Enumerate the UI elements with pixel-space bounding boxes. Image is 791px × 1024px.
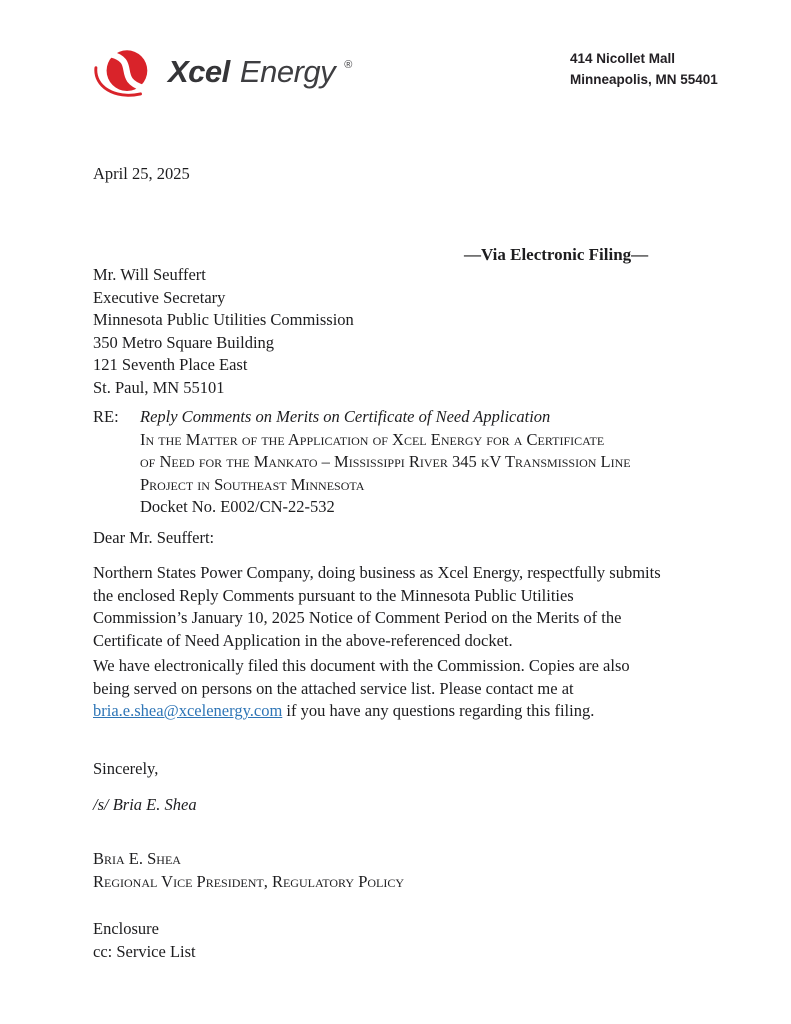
paragraph1-line4: Certificate of Need Application in the above-referenced docket. (93, 630, 513, 650)
logo-word-energy: Energy (239, 54, 336, 89)
xcel-energy-logo (93, 46, 352, 104)
signature-title: Regional Vice President, Regulatory Policy (93, 871, 405, 891)
letter-date: April 25, 2025 (93, 164, 190, 183)
paragraph2-line2: being served on persons on the attached service list. Please contact me at (93, 678, 574, 698)
re-content (140, 406, 631, 519)
signature-block (93, 848, 404, 893)
xcel-energy-logo-text (168, 54, 352, 90)
xcel-energy-logo-icon (93, 46, 157, 104)
paragraph1-line3: Commission’s January 10, 2025 Notice of Comment Period on the Merits of the (93, 608, 622, 627)
paragraph2-line3-after: if you have any questions regarding this filing. (282, 701, 595, 720)
logo-word-xcel: Xcel (168, 54, 230, 89)
enclosure-block (93, 918, 196, 963)
re-block (93, 406, 631, 519)
recipient-name: Mr. Will Seuffert (93, 265, 206, 284)
paragraph2-line1: We have electronically filed this document with the Commission. Copies are also (93, 656, 630, 675)
salutation: Dear Mr. Seuffert: (93, 528, 215, 547)
closing: Sincerely, (93, 759, 159, 778)
re-matter-line3: Project in Southeast Minnesota (140, 474, 365, 494)
recipient-city-state-zip: St. Paul, MN 55101 (93, 377, 225, 397)
paragraph1-line1: Northern States Power Company, doing business as Xcel Energy, respectfully submits (93, 563, 661, 582)
recipient-address-line1: 350 Metro Square Building (93, 332, 275, 352)
body-paragraph-1 (93, 562, 661, 652)
enclosure-note: Enclosure (93, 919, 159, 938)
delivery-method: —Via Electronic Filing— (464, 245, 649, 264)
re-docket-number: Docket No. E002/CN-22-532 (140, 497, 335, 516)
re-matter-line1: In the Matter of the Application of Xcel Energy for a Certificate (140, 429, 605, 449)
body-paragraph-2 (93, 655, 630, 723)
re-matter-line2: of Need for the Mankato – Mississippi River 345 kV Transmission Line (140, 452, 631, 471)
recipient-address (93, 264, 354, 399)
signature-name: Bria E. Shea (93, 849, 181, 868)
company-address-line2: Minneapolis, MN 55401 (570, 72, 718, 87)
contact-email-link[interactable]: bria.e.shea@xcelenergy.com (93, 701, 283, 720)
company-address-line1: 414 Nicollet Mall (570, 51, 676, 66)
recipient-title: Executive Secretary (93, 287, 226, 307)
re-subject: Reply Comments on Merits on Certificate of Need Application (140, 407, 551, 426)
signature-script: /s/ Bria E. Shea (93, 795, 197, 814)
recipient-organization: Minnesota Public Utilities Commission (93, 310, 354, 329)
paragraph1-line2: the enclosed Reply Comments pursuant to the Minnesota Public Utilities (93, 585, 574, 605)
re-label: RE: (93, 407, 119, 426)
paragraph2-line3 (93, 700, 630, 723)
cc-note: cc: Service List (93, 941, 196, 961)
recipient-address-line2: 121 Seventh Place East (93, 355, 248, 374)
company-address (570, 48, 718, 90)
registered-trademark-symbol: ® (344, 59, 352, 71)
